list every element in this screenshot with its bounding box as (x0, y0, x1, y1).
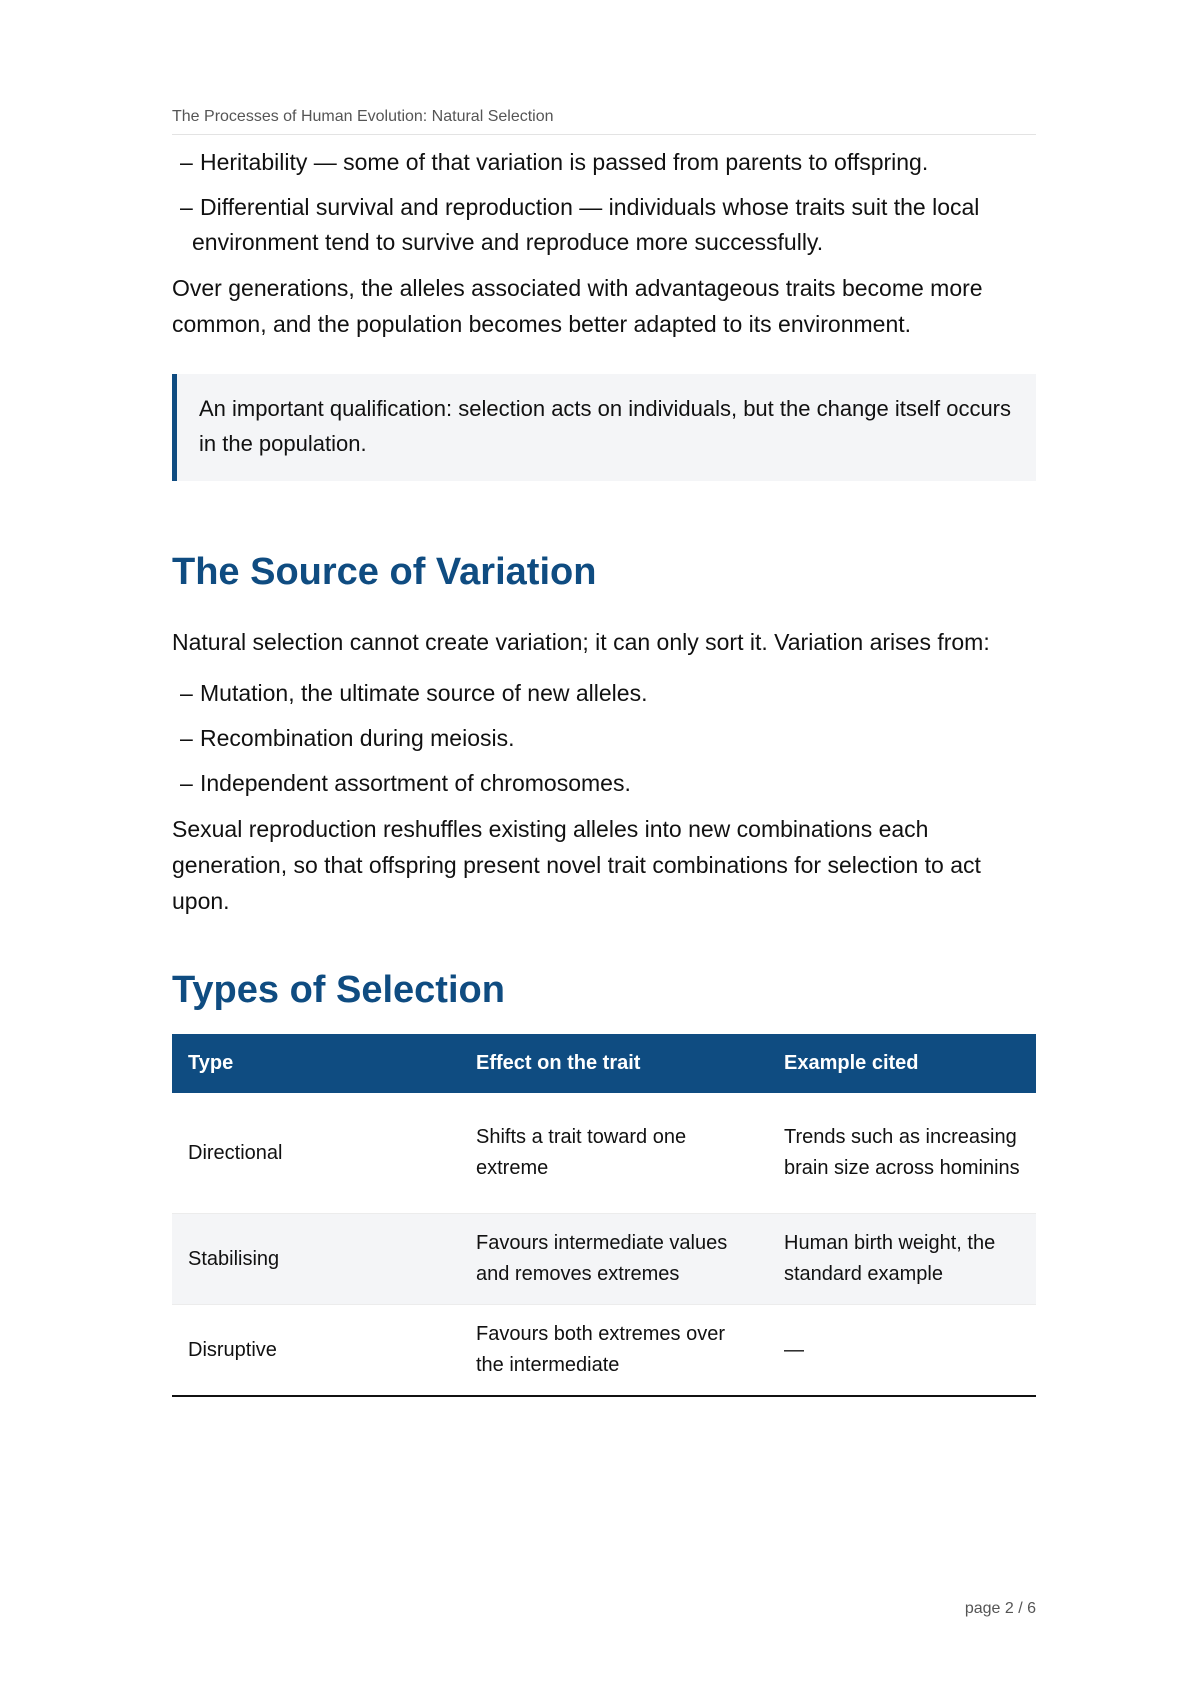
cell-type: Stabilising (172, 1214, 460, 1305)
selection-table (172, 1034, 1036, 1397)
list-item-text-continued: environment tend to survive and reproduce more successfully. (192, 229, 824, 255)
list-item (172, 676, 1036, 711)
paragraph-variation-closing: Sexual reproduction reshuffles existing alleles into new combinations each generation, so that offspring present novel trait combinations for selection to act upon. (172, 816, 981, 914)
column-header-type: Type (172, 1034, 460, 1093)
dash-bullet: – (180, 149, 193, 175)
dash-bullet: – (180, 680, 193, 706)
heading-source-of-variation: The Source of Variation (172, 551, 597, 593)
list-item-text: Recombination during meiosis. (200, 725, 515, 751)
list-item (172, 145, 1036, 180)
cell-type: Disruptive (188, 1338, 277, 1361)
page-content (172, 145, 1036, 1397)
list-item (172, 721, 1036, 756)
paragraph-variation-intro: Natural selection cannot create variation; it can only sort it. Variation arises from: (172, 629, 990, 655)
cell-effect: Favours both extremes over the intermediate (476, 1323, 725, 1376)
running-header: The Processes of Human Evolution: Natural Selection (172, 108, 1036, 135)
cell-type: Directional (172, 1093, 460, 1214)
list-item-text: Independent assortment of chromosomes. (200, 770, 631, 796)
cell-example: Trends such as increasing brain size across hominins (768, 1093, 1036, 1214)
list-item-text: Mutation, the ultimate source of new alleles. (200, 680, 648, 706)
list-item (172, 766, 1036, 801)
intro-list (172, 145, 1036, 260)
page-number: page 2 / 6 (964, 1600, 1036, 1617)
table-row (172, 1305, 1036, 1397)
callout-note: An important qualification: selection acts on individuals, but the change itself occurs in the population. (172, 374, 1036, 481)
dash-bullet: – (180, 194, 193, 220)
table-row (172, 1214, 1036, 1305)
list-item-text: Heritability — some of that variation is passed from parents to offspring. (200, 149, 929, 175)
list-item (172, 190, 1036, 260)
dash-bullet: – (180, 770, 193, 796)
list-item-text: Differential survival and reproduction — individuals whose traits suit the local (200, 194, 980, 220)
cell-effect: Shifts a trait toward one extreme (460, 1093, 768, 1214)
variation-list (172, 676, 1036, 801)
cell-example: Human birth weight, the standard example (768, 1214, 1036, 1305)
cell-example: — (784, 1338, 804, 1361)
dash-bullet: – (180, 725, 193, 751)
table-row (172, 1093, 1036, 1214)
paragraph-generations: Over generations, the alleles associated with advantageous traits become more common, and the population becomes better adapted to its environment. (172, 275, 983, 337)
column-header-example: Example cited (768, 1034, 1036, 1093)
table-header-row (172, 1034, 1036, 1093)
heading-types-of-selection: Types of Selection (172, 969, 505, 1011)
cell-effect: Favours intermediate values and removes extremes (460, 1214, 768, 1305)
column-header-effect: Effect on the trait (460, 1034, 768, 1093)
